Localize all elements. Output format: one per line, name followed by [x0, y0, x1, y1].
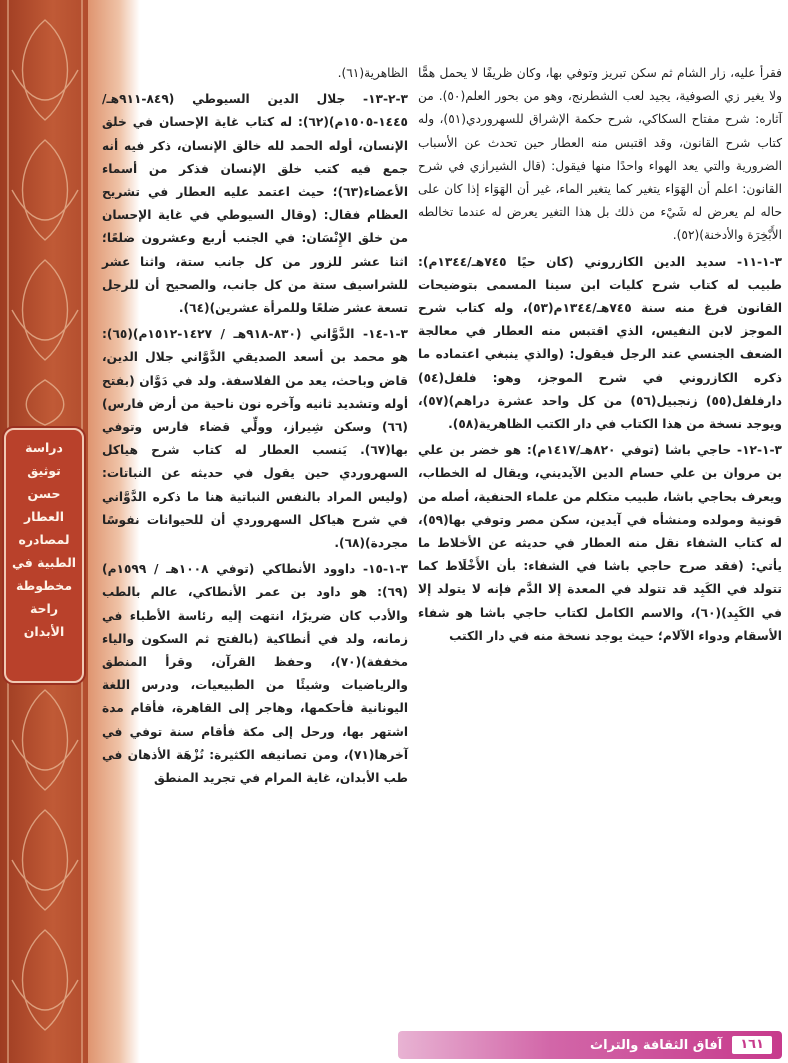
magazine-title: آفاق الثقافة والتراث: [590, 1037, 723, 1053]
section-paragraph: ٣-٢-١٣- جلال الدين السيوطي (٨٤٩-٩١١هـ/١٤٤٥-١٥٠٥م)(٦٢): له كتاب غاية الإحسان في خلق الإنسان، أوله الحمد لله خالق الإنسان، ذكر فيه أنه جمع فيه كتب خلق الإنسان فذكر من أسماء الأعضاء(٦٣)؛ حيث اعتمد عليه العطار في تشريح العظام فقال: (وقال السيوطي في غاية الإحسان من خلق الإِنْسَان: في الجنب أربع وعشرون ضلعًا؛ اثنا عشر للزور من كل جانب ستة، واثنا عشر للشراسيف ستة من كل جانب، والصحيح أن للرجل تسعة عشر ضلعًا وللمرأة عشرين)(٦٤).: [102, 92, 408, 316]
page-number: ١٦١: [732, 1036, 772, 1054]
section-paragraph: ٣-١-١٤- الدَّوَّاني (٨٣٠-٩١٨هـ / ١٤٢٧-١٥١٢م)(٦٥): هو محمد بن أسعد الصديقي الدَّوَّاني جلال الدين، قاض وباحث، يعد من الفلاسفة. ولد في دَوَّان (بفتح أوله وتشديد ثانيه وآخره نون ناحية من أرض فارس)(٦٦) وسكن شِيراز، وولِّي قضاء فارس وتوفي بها(٦٧). يَنسب العطار له كتاب شرح هياكل السهروردي حين يقول في حديثه عن النباتات: (وليس المراد بالنفس النباتية هنا ما ذكره الدَّوَّاني في شرح هياكل السهروردي أن للحيوانات نفوسًا مجردة)(٦٨).: [102, 327, 408, 551]
paragraph: الظاهرية(٦١).: [337, 66, 408, 80]
footer-bar: [398, 1031, 782, 1059]
section-paragraph: ٣-١-١١- سديد الدين الكازروني (كان حيًا ٧٤٥هـ/١٣٤٤م): طبيب له كتاب شرح كليات ابن سينا المسمى بتوضيحات القانون فرغ منه سنة ٧٤٥هـ/١٣٤٤م(٥٣)، وله كتاب شرح الموجز لابن النفيس، الذي اقتبس منه العطار في معالجة الضعف الجنسي عند الرجل فيقول: (والذي ينبغي اعتماده ما ذكره الكازروني في شرح الموجز، وهو: فلفل(٥٤) دارفلفل(٥٥) زنجبيل(٥٦) من كل واحد عشرة دراهم)(٥٧)، ويوجد نسخة من هذا الكتاب في دار الكتب الظاهرية(٥٨).: [418, 254, 782, 432]
right-column: [418, 62, 782, 988]
paragraph: فقرأ عليه، زار الشام ثم سكن تبريز وتوفي بها، وكان ظريفًا لا يحمل همًّا ولا يغير زي الصوفية، يجيد لعب الشطرنج، وهو من بحور العلم(٥٠). من آثاره: شرح مفتاح السكاكي، شرح حكمة الإشراق للسهروردي(٥١)، وله كتاب شرح القانون، وقد اقتبس منه العطار حين تحدث عن الأسباب الضرورية والتي يعد الهواء واحدًا منها فيقول: (قال الشيرازي في شرح القانون: اعلم أن الهَوَاء يتغير كما يتغير الماء، غير أن الهَوَاء إذا كان على حاله لم يعرض له شَيْء من ذلك بل هذا التغير يعرض له عندما تخالطه الأَبْخِرَة والأدخنة)(٥٢).: [418, 66, 782, 243]
section-paragraph: ٣-١-١٢- حاجي باشا (توفي ٨٢٠هـ/١٤١٧م): هو خضر بن علي بن مروان بن علي حسام الدين الآيديني، ويقال له الخطاب، ويعرف بحاجي باشا، طبيب متكلم من علماء الحنفية، أصله من قونية ومولده ومنشأه في آيدين، سكن مصر وتوفي بها(٥٩)، له كتاب الشفاء نقل منه العطار في حديثه عن الأخلاط ما يأتي: (فقد صرح حاجي باشا في الشفاء: بأن الأَخْلَاط كما تتولد في الكَبِد قد تتولد في المعدة إلا الدَّم فإنه لا يتولد إلا في الكَبِد)(٦٠)، والاسم الكامل لكتاب حاجي باشا هو شفاء الأسقام ودواء الآلام؛ حيث يوجد نسخة منه في دار الكتب: [418, 443, 782, 643]
side-label: دراسة توثيق حسن العطار لمصادره الطبية في مخطوطة راحة الأبدان: [4, 428, 84, 683]
left-column: [102, 62, 408, 988]
section-paragraph: ٣-١-١٥- داوود الأنطاكي (توفي ١٠٠٨هـ / ١٥٩٩م)(٦٩): هو داود بن عمر الأنطاكي، عالم بالطب والأدب كان ضريرًا، انتهت إليه رئاسة الأطباء في زمانه، ولد في أنطاكية (بالفتح ثم السكون والياء مخففة)(٧٠)، وحفظ القرآن، وقرأ المنطق والرياضيات وشيئًا من الطبيعيات، ودرس اللغة اليونانية فأحكمها، وهاجر إلى القاهرة، فأقام مدة اشتهر بها، ورحل إلى مكة فأقام سنة توفي في آخرها(٧١)، ومن تصانيفه الكثيرة: نُزْهَة الأذهان في طب الأبدان، غاية المرام في تجريد المنطق: [102, 562, 408, 786]
